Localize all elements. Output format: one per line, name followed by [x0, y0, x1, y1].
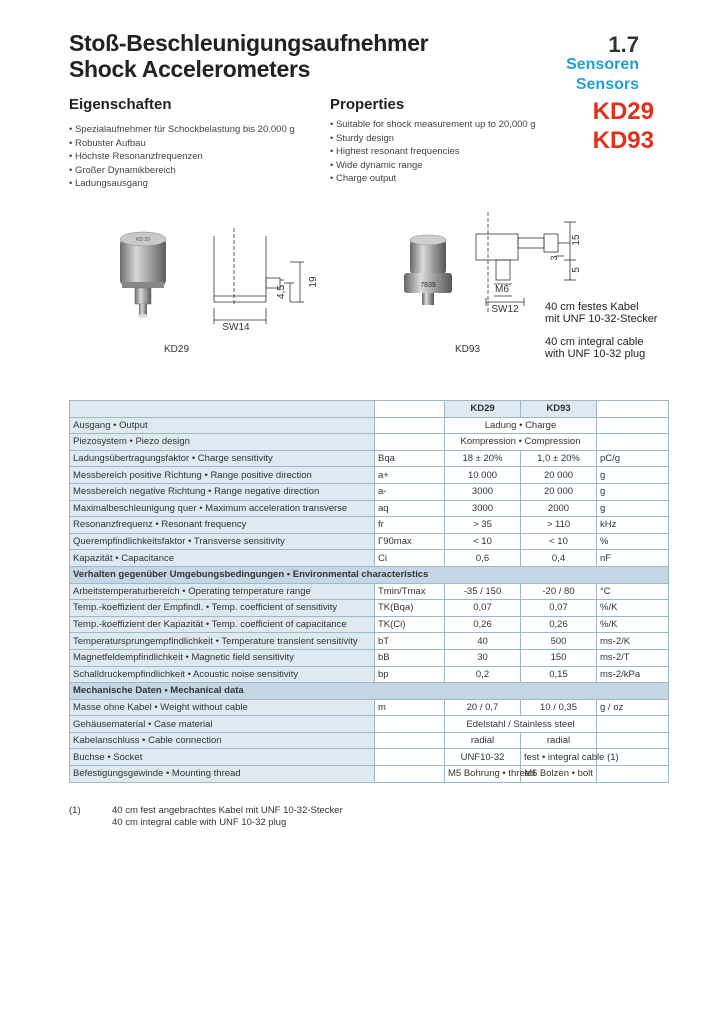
- row-unit: %/K: [597, 600, 669, 617]
- row-label: Schalldruckempfindlichkeit • Acoustic noise sensitivity: [70, 666, 375, 683]
- row-unit: %/K: [597, 616, 669, 633]
- list-item: • Highest resonant frequencies: [330, 145, 570, 159]
- row-label: Ladungsübertragungsfaktor • Charge sensitivity: [70, 450, 375, 467]
- table-row: [70, 749, 669, 766]
- row-value-kd29: 0,26: [445, 616, 521, 633]
- row-value-kd29: 10 000: [445, 467, 521, 484]
- row-value-kd93: fest • integral cable (1): [521, 749, 597, 766]
- kd93-marking: 7839: [420, 282, 436, 289]
- row-label: Befestigungsgewinde • Mounting thread: [70, 766, 375, 783]
- cable-note-en: 40 cm integral cable with UNF 10-32 plug: [545, 336, 646, 360]
- footnote-text: [112, 805, 343, 828]
- row-unit: [597, 417, 669, 434]
- table-row: [70, 434, 669, 451]
- table-row: [70, 766, 669, 783]
- list-item: • Großer Dynamikbereich: [69, 164, 319, 178]
- row-value-kd29: 3000: [445, 500, 521, 517]
- row-label: Kabelanschluss • Cable connection: [70, 732, 375, 749]
- row-symbol: [375, 434, 445, 451]
- cable-note-de: 40 cm festes Kabel mit UNF 10-32-Stecker: [545, 301, 658, 325]
- row-unit: pC/g: [597, 450, 669, 467]
- row-symbol: [375, 766, 445, 783]
- row-symbol: [375, 716, 445, 733]
- col-header-kd29: KD29: [445, 401, 521, 418]
- list-item: • Sturdy design: [330, 132, 570, 146]
- properties-de-list: [69, 123, 319, 191]
- row-value-kd29: 30: [445, 649, 521, 666]
- row-value-kd93: 2000: [521, 500, 597, 517]
- category-de: Sensoren: [566, 56, 639, 73]
- table-row: [70, 583, 669, 600]
- properties-de-heading: Eigenschaften: [69, 96, 172, 113]
- table-row: [70, 450, 669, 467]
- list-item: • Spezialaufnehmer für Schockbelastung bis 20.000 g: [69, 123, 319, 137]
- kd29-caption: KD29: [164, 344, 190, 355]
- section-label: Verhalten gegenüber Umgebungsbedingungen • Environmental characteristics: [70, 566, 669, 583]
- list-item: • Robuster Aufbau: [69, 137, 319, 151]
- row-value-kd93: 20 000: [521, 483, 597, 500]
- row-symbol: a+: [375, 467, 445, 484]
- table-row: [70, 600, 669, 617]
- row-symbol: TK(Ci): [375, 616, 445, 633]
- row-value-kd93: 1,0 ± 20%: [521, 450, 597, 467]
- kd29-dimension-drawing: [200, 228, 340, 336]
- row-unit: ms-2/T: [597, 649, 669, 666]
- row-unit: °C: [597, 583, 669, 600]
- row-value-kd29: 20 / 0,7: [445, 699, 521, 716]
- kd29-dim-sw: SW14: [222, 322, 250, 333]
- kd93-dim-3: 3: [549, 255, 559, 261]
- row-label: Magnetfeldempfindlichkeit • Magnetic field sensitivity: [70, 649, 375, 666]
- model-kd93-label: KD93: [592, 127, 654, 154]
- row-unit: ms-2/kPa: [597, 666, 669, 683]
- row-unit: ms-2/K: [597, 633, 669, 650]
- row-label: Masse ohne Kabel • Weight without cable: [70, 699, 375, 716]
- properties-en-list: [330, 118, 570, 186]
- row-value-kd93: M6 Bolzen • bolt: [521, 766, 597, 783]
- row-label: Resonanzfrequenz • Resonant frequency: [70, 517, 375, 534]
- row-label: Ausgang • Output: [70, 417, 375, 434]
- row-symbol: Tmin/Tmax: [375, 583, 445, 600]
- table-row: [70, 633, 669, 650]
- row-symbol: bp: [375, 666, 445, 683]
- row-value-kd29: 40: [445, 633, 521, 650]
- kd29-dim-height: 19: [308, 276, 319, 288]
- list-item: • Höchste Resonanzfrequenzen: [69, 150, 319, 164]
- row-value-kd29: 3000: [445, 483, 521, 500]
- row-value-kd29: < 10: [445, 533, 521, 550]
- row-value-kd93: 0,07: [521, 600, 597, 617]
- title-en: Shock Accelerometers: [69, 56, 311, 82]
- row-label: Kapazität • Capacitance: [70, 550, 375, 567]
- row-unit: [597, 732, 669, 749]
- table-section-row: [70, 683, 669, 700]
- kd29-marking: KD 29: [136, 237, 150, 243]
- spec-table: [69, 400, 669, 783]
- row-value-kd93: -20 / 80: [521, 583, 597, 600]
- table-row: [70, 550, 669, 567]
- table-header-row: [70, 401, 669, 418]
- row-symbol: [375, 732, 445, 749]
- row-label: Messbereich positive Richtung • Range positive direction: [70, 467, 375, 484]
- row-value-kd29: 0,2: [445, 666, 521, 683]
- row-value-kd29: radial: [445, 732, 521, 749]
- row-symbol: a-: [375, 483, 445, 500]
- row-symbol: [375, 749, 445, 766]
- row-unit: nF: [597, 550, 669, 567]
- row-label: Querempfindlichkeitsfaktor • Transverse sensitivity: [70, 533, 375, 550]
- row-value-kd29: 0,07: [445, 600, 521, 617]
- table-row: [70, 666, 669, 683]
- kd93-photo: [398, 233, 462, 309]
- row-symbol: Ci: [375, 550, 445, 567]
- list-item: • Ladungsausgang: [69, 177, 319, 191]
- kd93-dim-top: 15: [571, 234, 582, 246]
- kd93-dim-sw: SW12: [491, 304, 519, 315]
- row-label: Temperatursprungempfindlichkeit • Temperature transient sensitivity: [70, 633, 375, 650]
- row-unit: %: [597, 533, 669, 550]
- row-unit: g / oz: [597, 699, 669, 716]
- row-value-kd93: 0,15: [521, 666, 597, 683]
- properties-en-heading: Properties: [330, 96, 405, 113]
- kd93-dim-m6: M6: [495, 284, 509, 295]
- row-symbol: [375, 417, 445, 434]
- row-value-kd29: 0,6: [445, 550, 521, 567]
- row-value-kd93: 20 000: [521, 467, 597, 484]
- footnote-de: 40 cm fest angebrachtes Kabel mit UNF 10-32-Stecker: [112, 805, 343, 816]
- row-value: Edelstahl / Stainless steel: [445, 716, 597, 733]
- col-header-kd93: KD93: [521, 401, 597, 418]
- row-value-kd93: > 110: [521, 517, 597, 534]
- row-value-kd93: 0,26: [521, 616, 597, 633]
- row-value-kd93: 0,4: [521, 550, 597, 567]
- kd29-photo: [108, 230, 178, 322]
- model-kd29-label: KD29: [592, 98, 654, 125]
- row-symbol: bT: [375, 633, 445, 650]
- row-symbol: TK(Bqa): [375, 600, 445, 617]
- table-row: [70, 716, 669, 733]
- row-symbol: fr: [375, 517, 445, 534]
- list-item: • Wide dynamic range: [330, 159, 570, 173]
- kd93-caption: KD93: [455, 344, 481, 355]
- footnote-marker: (1): [69, 805, 81, 816]
- table-row: [70, 649, 669, 666]
- row-value-kd93: 500: [521, 633, 597, 650]
- list-item: • Charge output: [330, 172, 570, 186]
- table-row: [70, 732, 669, 749]
- row-value-kd93: 10 / 0,35: [521, 699, 597, 716]
- kd93-dim-5: 5: [571, 267, 582, 273]
- kd29-dim-thread: 4,5: [276, 285, 287, 299]
- row-value-kd93: 150: [521, 649, 597, 666]
- table-row: [70, 417, 669, 434]
- row-label: Maximalbeschleunigung quer • Maximum acceleration transverse: [70, 500, 375, 517]
- row-value-kd29: M5 Bohrung • thread: [445, 766, 521, 783]
- kd93-dimension-drawing: [476, 212, 588, 314]
- footnote-en: 40 cm integral cable with UNF 10-32 plug: [112, 816, 287, 828]
- row-label: Gehäusematerial • Case material: [70, 716, 375, 733]
- table-row: [70, 467, 669, 484]
- row-label: Arbeitstemperaturbereich • Operating temperature range: [70, 583, 375, 600]
- row-value-kd93: radial: [521, 732, 597, 749]
- table-row: [70, 500, 669, 517]
- row-value-kd29: -35 / 150: [445, 583, 521, 600]
- table-row: [70, 699, 669, 716]
- row-symbol: aq: [375, 500, 445, 517]
- row-value: Ladung • Charge: [445, 417, 597, 434]
- row-value-kd29: 18 ± 20%: [445, 450, 521, 467]
- row-unit: kHz: [597, 517, 669, 534]
- row-value-kd93: < 10: [521, 533, 597, 550]
- row-unit: g: [597, 467, 669, 484]
- section-label: Mechanische Daten • Mechanical data: [70, 683, 669, 700]
- table-row: [70, 483, 669, 500]
- title-de: Stoß-Beschleunigungsaufnehmer: [69, 30, 429, 56]
- row-symbol: bB: [375, 649, 445, 666]
- row-label: Piezosystem • Piezo design: [70, 434, 375, 451]
- table-row: [70, 616, 669, 633]
- category-en: Sensors: [575, 76, 639, 93]
- row-value-kd29: UNF10-32: [445, 749, 521, 766]
- list-item: • Suitable for shock measurement up to 20,000 g: [330, 118, 570, 132]
- row-symbol: m: [375, 699, 445, 716]
- row-unit: g: [597, 483, 669, 500]
- row-label: Temp.-koeffizient der Kapazität • Temp. coefficient of capacitance: [70, 616, 375, 633]
- table-section-row: [70, 566, 669, 583]
- row-unit: [597, 766, 669, 783]
- table-row: [70, 517, 669, 534]
- row-value-kd29: > 35: [445, 517, 521, 534]
- row-label: Temp.-koeffizient der Empfindl. • Temp. coefficient of sensitivity: [70, 600, 375, 617]
- row-label: Messbereich negative Richtung • Range negative direction: [70, 483, 375, 500]
- row-unit: [597, 716, 669, 733]
- row-value: Kompression • Compression: [445, 434, 597, 451]
- row-unit: g: [597, 500, 669, 517]
- row-symbol: Γ90max: [375, 533, 445, 550]
- row-unit: [597, 434, 669, 451]
- page-title: [69, 30, 428, 82]
- row-label: Buchse • Socket: [70, 749, 375, 766]
- section-number: 1.7: [608, 32, 639, 57]
- row-symbol: Bqa: [375, 450, 445, 467]
- table-row: [70, 533, 669, 550]
